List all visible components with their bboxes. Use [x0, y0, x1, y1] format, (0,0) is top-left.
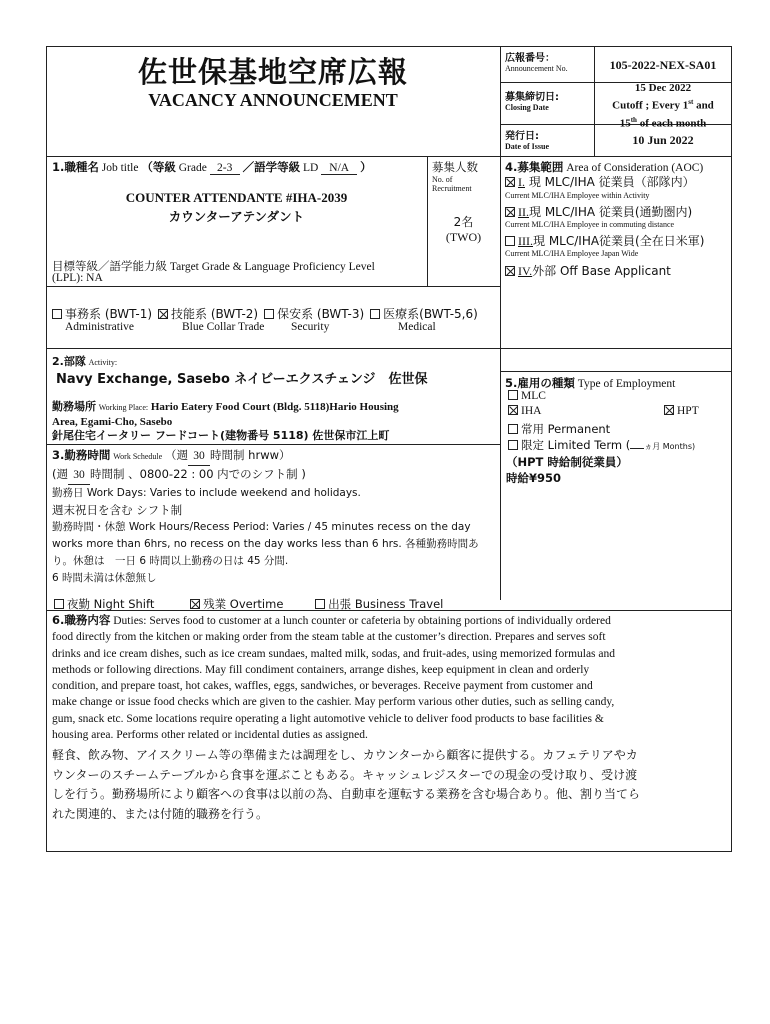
job-title-label-row: 1.職種名 Job title （等級 Grade 2-3 ／語学等級 LD N/A ）: [52, 160, 372, 174]
aoc-option-1[interactable]: I. 現 MLC/IHA 従業員（部隊内）: [505, 173, 695, 190]
medical-checkbox[interactable]: [370, 309, 380, 319]
aoc-1-checkbox[interactable]: [505, 177, 515, 187]
date-of-issue-value: 10 Jun 2022: [632, 133, 694, 147]
hpt-note: （HPT 時給制従業員）: [506, 455, 628, 469]
night-shift-checkbox[interactable]: [54, 599, 64, 609]
iha-checkbox[interactable]: [508, 405, 518, 415]
tech-checkbox[interactable]: [158, 309, 168, 319]
aoc-2-checkbox[interactable]: [505, 207, 515, 217]
title-en: VACANCY ANNOUNCEMENT: [148, 90, 398, 110]
recruitment-count: 2名 (TWO): [445, 215, 482, 244]
hpt-checkbox[interactable]: [664, 405, 674, 415]
aoc-option-4[interactable]: IV.外部 Off Base Applicant: [505, 262, 671, 279]
travel-checkbox[interactable]: [315, 599, 325, 609]
business-travel[interactable]: 出張 Business Travel: [315, 599, 443, 611]
divider-bwt-bottom: [46, 348, 732, 349]
employment-iha[interactable]: IHA: [508, 405, 541, 417]
aoc-label: 4.募集範囲 Area of Consideration (AOC): [505, 160, 704, 174]
duties-jp: 軽食、飲み物、アイスクリーム等の準備または調理をし、カウンターから顧客に提供する。カフェテリアやカ ウンターのスチームテーブルから食事を運ぶこともある。キャッシュレジスターでの現金の受け取り、受け渡 しを行う。勤務場所により顧客への食事は以前の為、自動車を運転する業務を含む場合あり。他、割り当てら れた関連的、または付随的職務を行う。: [52, 748, 641, 821]
overtime[interactable]: 残業 Overtime: [190, 599, 283, 611]
night-shift[interactable]: 夜勤 Night Shift: [54, 599, 154, 611]
employment-mlc[interactable]: MLC: [508, 390, 546, 402]
divider-activity-bottom: [46, 444, 500, 445]
closing-date-label: 募集締切日: Closing Date: [505, 92, 559, 112]
bwt-admin[interactable]: 事務系 (BWT-1): [52, 307, 152, 321]
divider-header-bottom: [46, 156, 732, 157]
bwt-security-en: Security: [291, 321, 330, 333]
permanent-checkbox[interactable]: [508, 424, 518, 434]
admin-checkbox[interactable]: [52, 309, 62, 319]
job-title-en: COUNTER ATTENDANTE #IHA-2039: [125, 190, 348, 205]
bwt-security[interactable]: 保安系 (BWT-3): [264, 307, 364, 321]
lang-value: N/A: [321, 162, 357, 175]
employment-hpt[interactable]: HPT: [664, 405, 699, 417]
activity-label: 2.部隊 Activity:: [52, 355, 118, 368]
title-jp: 佐世保基地空席広報: [137, 55, 408, 89]
divider-employment-top: [500, 371, 732, 372]
limited-checkbox[interactable]: [508, 440, 518, 450]
job-title-jp: カウンターアテンダント: [168, 209, 305, 224]
aoc-option-2-en: Current MLC/IHA Employee in commuting distance: [505, 220, 675, 229]
bwt-tech[interactable]: 技能系 (BWT-2): [158, 307, 258, 321]
recruitment-label: 募集人数 No. of Recruitment: [432, 160, 478, 193]
bwt-admin-en: Administrative: [65, 321, 134, 333]
schedule-options: [54, 596, 443, 612]
announcement-no-label: 広報番号： Announcement No.: [505, 53, 568, 73]
employment-permanent[interactable]: 常用 Permanent: [508, 421, 610, 437]
bwt-tech-en: Blue Collar Trade: [182, 321, 265, 333]
divider-main-vertical: [500, 46, 501, 600]
aoc-option-3-en: Current MLC/IHA Employee Japan Wide: [505, 249, 639, 258]
duties-en: 6.職務内容 Duties: Serves food to customer at a lunch counter or cafeteria by obtaining portions of individually ordered food directly from the kitchen or making order from the steam table at the customer’s direction. Prepares and serves soft drinks and ice cream dishes, such as ice cream sundaes, malted milk, sodas, and fruit-ades, using memorized formulas and methods or following directions. May fill condiment containers, arrange dishes, keep equipment in clean and orderly condition, and prepare toast, hot cakes, waffles, eggs, sandwiches, or beverages. Receive payment from customer and make change or issue food checks which are given to the cashier. May perform various other duties, such as selling candy, gum, snack etc. Some locations require operating a light automotive vehicle to deliver food products to base facilities & housing area. Performs other related or incidental duties as assigned.: [52, 613, 616, 742]
divider-jobtitle-bottom: [46, 286, 500, 287]
employment-limited[interactable]: 限定 Limited Term ( ヵ月 Months): [508, 437, 695, 453]
mlc-checkbox[interactable]: [508, 390, 518, 400]
hourly-wage: 時給¥950: [506, 471, 562, 485]
grade-value: 2-3: [210, 162, 240, 175]
schedule-block: 3.勤務時間 Work Schedule （週 30 時間制 hrww） (週 30 時間制 、0800-22 : 00 内でのシフト制 ) 勤務日 Work Days: Varies to include weekend and holidays. 週末祝日を含む シフト制 勤務時間・休憩 Work Hours/Recess Period: Varies / 45 minutes recess on the day works more than 6hrs, no recess on the day works less than 6 hrs. 各種勤務時間あ り。休憩は 一日 6 時間以上勤務の日は 45 分間. 6 時間未満は休憩無し: [52, 448, 479, 584]
aoc-3-checkbox[interactable]: [505, 236, 515, 246]
aoc-4-checkbox[interactable]: [505, 266, 515, 276]
security-checkbox[interactable]: [264, 309, 274, 319]
bwt-medical-en: Medical: [398, 321, 436, 333]
employment-label: 5.雇用の種類 Type of Employment: [505, 376, 676, 390]
bwt-row: [52, 305, 478, 322]
overtime-checkbox[interactable]: [190, 599, 200, 609]
date-of-issue-label: 発行日: Date of Issue: [505, 131, 549, 151]
activity-value: Navy Exchange, Sasebo ネイビーエクスチェンジ 佐世保: [56, 372, 428, 387]
target-grade-value: (LPL): NA: [52, 272, 103, 284]
aoc-option-2[interactable]: II.現 MLC/IHA 従業員(通勤圏内): [505, 203, 692, 220]
bwt-medical[interactable]: 医療系(BWT-5,6): [370, 307, 478, 321]
target-grade: 目標等級／語学能力級 Target Grade & Language Proficiency Level: [52, 259, 375, 273]
closing-date-value: 15 Dec 2022 Cutoff ; Every 1st and 15th of each month: [612, 82, 714, 130]
aoc-option-1-en: Current MLC/IHA Employee within Activity: [505, 191, 650, 200]
announcement-no-value: 105-2022-NEX-SA01: [609, 58, 717, 72]
workplace: 勤務場所 Working Place: Hario Eatery Food Court (Bldg. 5118)Hario Housing Area, Egami-Cho, Sasebo 針尾住宅イータリー フードコート(建物番号 5118) 佐世保市江上町: [52, 400, 399, 442]
aoc-option-3[interactable]: III.現 MLC/IHA従業員(全在日米軍): [505, 232, 704, 249]
